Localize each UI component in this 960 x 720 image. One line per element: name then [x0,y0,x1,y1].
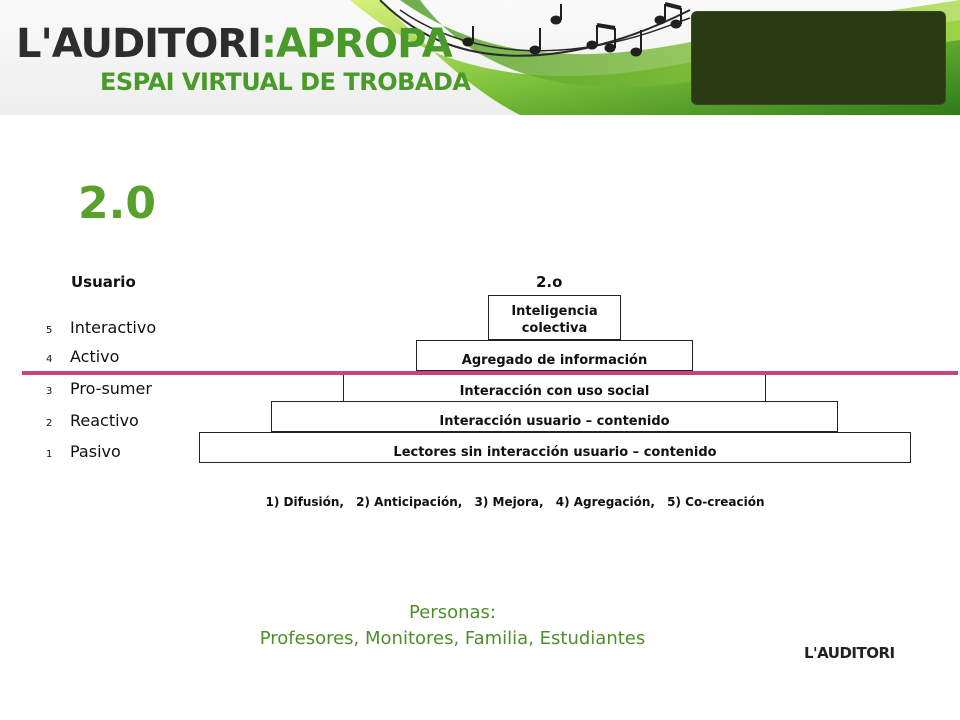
footer-logo: L'AUDITORI [804,644,895,662]
pink-divider-line [22,371,958,375]
pyramid-step-1 [199,432,911,463]
phases-list [0,494,960,510]
level-row-4 [46,347,119,369]
pyramid-step-3 [343,371,766,402]
phase-1: 1) Difusión, [265,495,344,509]
level-label: Pro-sumer [70,379,152,398]
level-number: 5 [46,325,53,336]
step-label: Interacción usuario – contenido [439,414,670,429]
personas-list: Profesores, Monitores, Familia, Estudiantes [259,628,646,649]
pyramid-step-5 [488,295,621,340]
step-label: Interacción con uso social [459,384,650,399]
header-banner [0,0,960,115]
level-row-1 [46,442,121,464]
level-number: 4 [46,354,53,365]
level-row-5 [46,318,156,340]
level-number: 2 [46,418,53,429]
logo-auditori-apropa [16,22,452,66]
level-label: Reactivo [70,411,139,430]
level-number: 1 [46,449,53,460]
step-label: Lectores sin interacción usuario – contenido [393,445,717,460]
phase-2: 2) Anticipación, [356,495,463,509]
level-label: Activo [70,347,120,366]
level-label: Interactivo [70,318,157,337]
column-header-usuario: Usuario [71,273,136,291]
personas-heading: Personas: [409,602,496,623]
phase-4: 4) Agregación, [555,495,655,509]
column-header-2o: 2.o [536,273,563,291]
logo-subtitle: ESPAI VIRTUAL DE TROBADA [100,68,471,96]
pyramid-step-2 [271,401,838,432]
slide-title: 2.0 [78,178,156,229]
logo-right-text: APROPA [276,21,452,67]
logo-colon: : [261,21,276,67]
level-row-3 [46,379,152,401]
level-label: Pasivo [70,442,121,461]
phase-5: 5) Co-creación [667,495,765,509]
header-dark-box [691,11,946,105]
personas-block [0,600,905,652]
step-label: Agregado de información [461,353,648,368]
level-row-2 [46,411,139,433]
pyramid-step-4 [416,340,693,371]
level-number: 3 [46,386,53,397]
step-label: Inteligencia colectiva [511,304,598,336]
logo-left-text: L'AUDITORI [16,21,261,67]
phase-3: 3) Mejora, [474,495,544,509]
